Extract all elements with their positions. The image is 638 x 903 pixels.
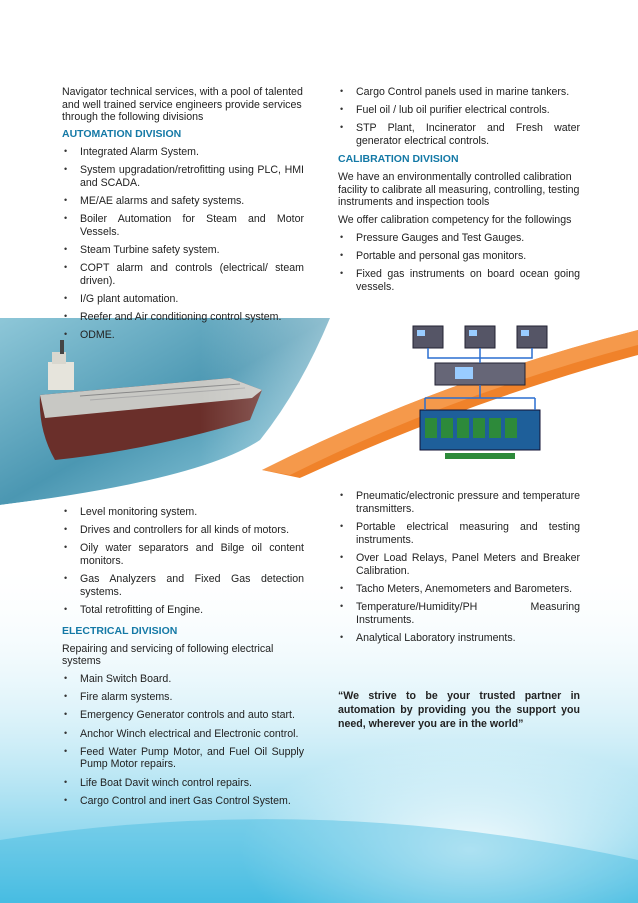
left-bottom-list xyxy=(62,506,304,617)
list-item: • Anchor Winch electrical and Electronic control. xyxy=(62,728,304,741)
list-item: • Steam Turbine safety system. xyxy=(62,244,304,257)
control-panel-diagram xyxy=(405,318,555,468)
list-item: • System upgradation/retrofitting using PLC, HMI and SCADA. xyxy=(62,164,304,189)
electrical-list xyxy=(62,673,304,808)
list-item: • Tacho Meters, Anemometers and Barometers. xyxy=(338,583,580,596)
panel-schematic xyxy=(405,318,555,468)
list-item: • Reefer and Air conditioning control system. xyxy=(62,311,304,324)
list-item: • Feed Water Pump Motor, and Fuel Oil Supply Pump Motor repairs. xyxy=(62,746,304,771)
calibration-heading: CALIBRATION DIVISION xyxy=(338,153,459,166)
list-item: • Cargo Control and inert Gas Control System. xyxy=(62,795,304,808)
list-item: • Life Boat Davit winch control repairs. xyxy=(62,777,304,790)
right-column-bottom xyxy=(338,490,580,650)
list-item: • Total retrofitting of Engine. xyxy=(62,604,304,617)
calibration-list xyxy=(338,232,580,294)
electrical-heading: ELECTRICAL DIVISION xyxy=(62,624,178,637)
list-item: • Over Load Relays, Panel Meters and Breaker Calibration. xyxy=(338,552,580,577)
list-item: • STP Plant, Incinerator and Fresh water generator electrical controls. xyxy=(338,122,580,147)
left-column-bottom xyxy=(62,506,304,813)
calibration-offer: We offer calibration competency for the followings xyxy=(338,214,572,227)
list-item: • ODME. xyxy=(62,329,304,342)
list-item: • Fixed gas instruments on board ocean going vessels. xyxy=(338,268,580,293)
list-item: • Emergency Generator controls and auto start. xyxy=(62,709,304,722)
right-top-list xyxy=(338,86,580,148)
list-item: • COPT alarm and controls (electrical/ steam driven). xyxy=(62,262,304,287)
list-item: • Cargo Control panels used in marine tankers. xyxy=(338,86,580,99)
list-item: • Analytical Laboratory instruments. xyxy=(338,632,580,645)
list-item: • Pressure Gauges and Test Gauges. xyxy=(338,232,580,245)
list-item: • ME/AE alarms and safety systems. xyxy=(62,195,304,208)
list-item: • Boiler Automation for Steam and Motor Vessels. xyxy=(62,213,304,238)
list-item: • Pneumatic/electronic pressure and temperature transmitters. xyxy=(338,490,580,515)
right-column-top xyxy=(338,86,580,299)
list-item: • Portable and personal gas monitors. xyxy=(338,250,580,263)
list-item: • Integrated Alarm System. xyxy=(62,146,304,159)
list-item: • Fire alarm systems. xyxy=(62,691,304,704)
list-item: • Portable electrical measuring and testing instruments. xyxy=(338,521,580,546)
left-column-top xyxy=(62,86,304,348)
list-item: • Temperature/Humidity/PH Measuring Instruments. xyxy=(338,601,580,626)
list-item: • Fuel oil / lub oil purifier electrical controls. xyxy=(338,104,580,117)
list-item: • Drives and controllers for all kinds of motors. xyxy=(62,524,304,537)
list-item: • Oily water separators and Bilge oil content monitors. xyxy=(62,542,304,567)
list-item: • Level monitoring system. xyxy=(62,506,304,519)
automation-list xyxy=(62,146,304,342)
list-item: • Main Switch Board. xyxy=(62,673,304,686)
right-bottom-list xyxy=(338,490,580,645)
closing-quote: “We strive to be your trusted partner in automation by providing you the support you need, wherever you are in the world” xyxy=(338,690,580,730)
list-item: • I/G plant automation. xyxy=(62,293,304,306)
calibration-paragraph: We have an environmentally controlled calibration facility to calibrate all measuring, controlling, testing instruments and inspection tools xyxy=(338,170,580,209)
automation-heading: AUTOMATION DIVISION xyxy=(62,128,182,141)
list-item: • Gas Analyzers and Fixed Gas detection systems. xyxy=(62,573,304,598)
intro-paragraph: Navigator technical services, with a pool of talented and well trained service engineers provide services through the following divisions xyxy=(62,86,303,124)
electrical-paragraph: Repairing and servicing of following electrical systems xyxy=(62,642,274,668)
